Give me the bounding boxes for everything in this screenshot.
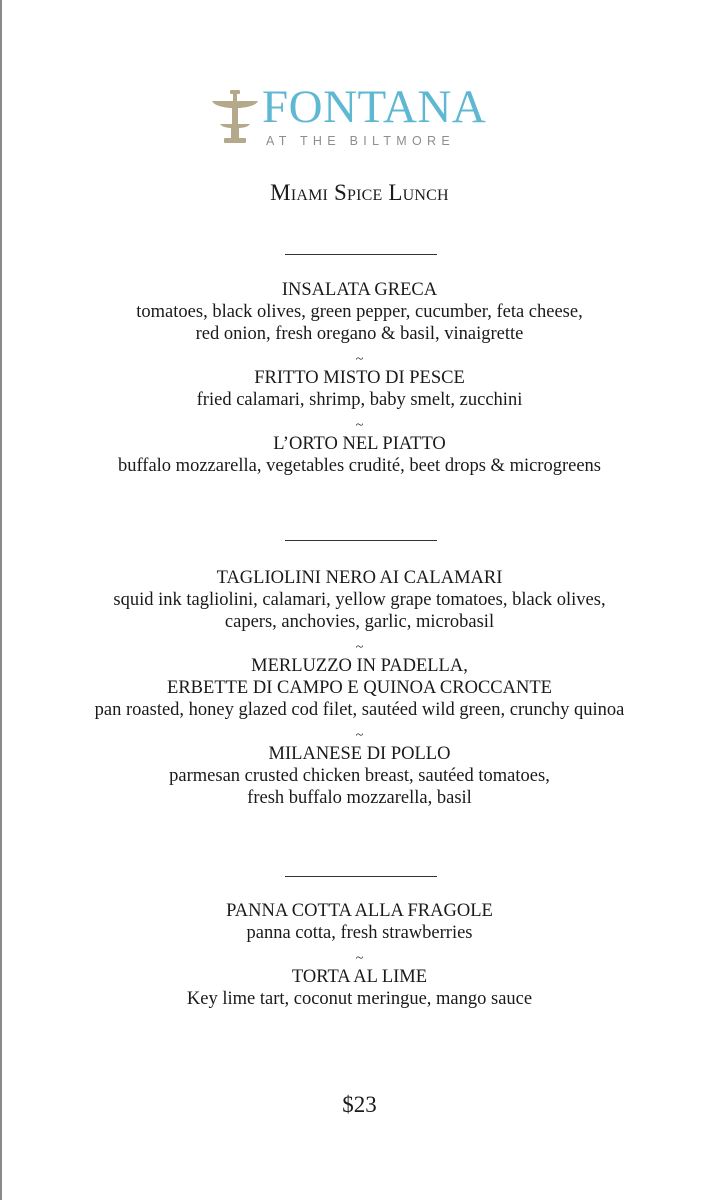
dish-description: fried calamari, shrimp, baby smelt, zucchini <box>196 390 523 410</box>
dish-separator: ~ <box>355 418 364 433</box>
dish-name: FRITTO MISTO DI PESCE <box>254 368 465 388</box>
dish-name: MERLUZZO IN PADELLA, <box>251 656 468 676</box>
section-divider <box>285 540 437 541</box>
dish-description: parmesan crusted chicken breast, sautéed tomatoes, <box>169 766 550 786</box>
course-starters <box>0 279 719 477</box>
course-desserts <box>0 900 719 1010</box>
dish-description: capers, anchovies, garlic, microbasil <box>224 612 495 632</box>
dish-description: squid ink tagliolini, calamari, yellow grape tomatoes, black olives, <box>113 590 606 610</box>
dish-description: Key lime tart, coconut meringue, mango sauce <box>186 989 533 1009</box>
dish-name: PANNA COTTA ALLA FRAGOLE <box>226 901 493 921</box>
menu-title: Miami Spice Lunch <box>270 180 449 205</box>
section-divider <box>285 876 437 877</box>
course-mains <box>0 567 719 809</box>
dish-name: L’ORTO NEL PIATTO <box>273 434 446 454</box>
dish-description: tomatoes, black olives, green pepper, cucumber, feta cheese, <box>136 302 583 322</box>
dish-separator: ~ <box>355 951 364 966</box>
dish-name: ERBETTE DI CAMPO E QUINOA CROCCANTE <box>167 678 552 698</box>
dish-description: panna cotta, fresh strawberries <box>246 923 473 943</box>
dish-description: fresh buffalo mozzarella, basil <box>247 788 472 808</box>
dish-name: MILANESE DI POLLO <box>268 744 451 764</box>
dish-separator: ~ <box>355 640 364 655</box>
fountain-icon <box>210 90 260 146</box>
dish-separator: ~ <box>355 352 364 367</box>
dish-description: pan roasted, honey glazed cod filet, sautéed wild green, crunchy quinoa <box>94 700 625 720</box>
dish-description: red onion, fresh oregano & basil, vinaigrette <box>195 324 524 344</box>
dish-separator: ~ <box>355 728 364 743</box>
dish-name: INSALATA GRECA <box>281 280 438 300</box>
restaurant-name: FONTANA <box>262 81 487 133</box>
restaurant-logo <box>210 81 510 156</box>
section-divider <box>285 254 437 255</box>
menu-price: $23 <box>342 1092 377 1117</box>
dish-name: TAGLIOLINI NERO AI CALAMARI <box>216 568 503 588</box>
dish-description: buffalo mozzarella, vegetables crudité, beet drops & microgreens <box>117 456 602 476</box>
dish-name: TORTA AL LIME <box>291 967 428 987</box>
restaurant-tagline: AT THE BILTMORE <box>266 134 456 148</box>
